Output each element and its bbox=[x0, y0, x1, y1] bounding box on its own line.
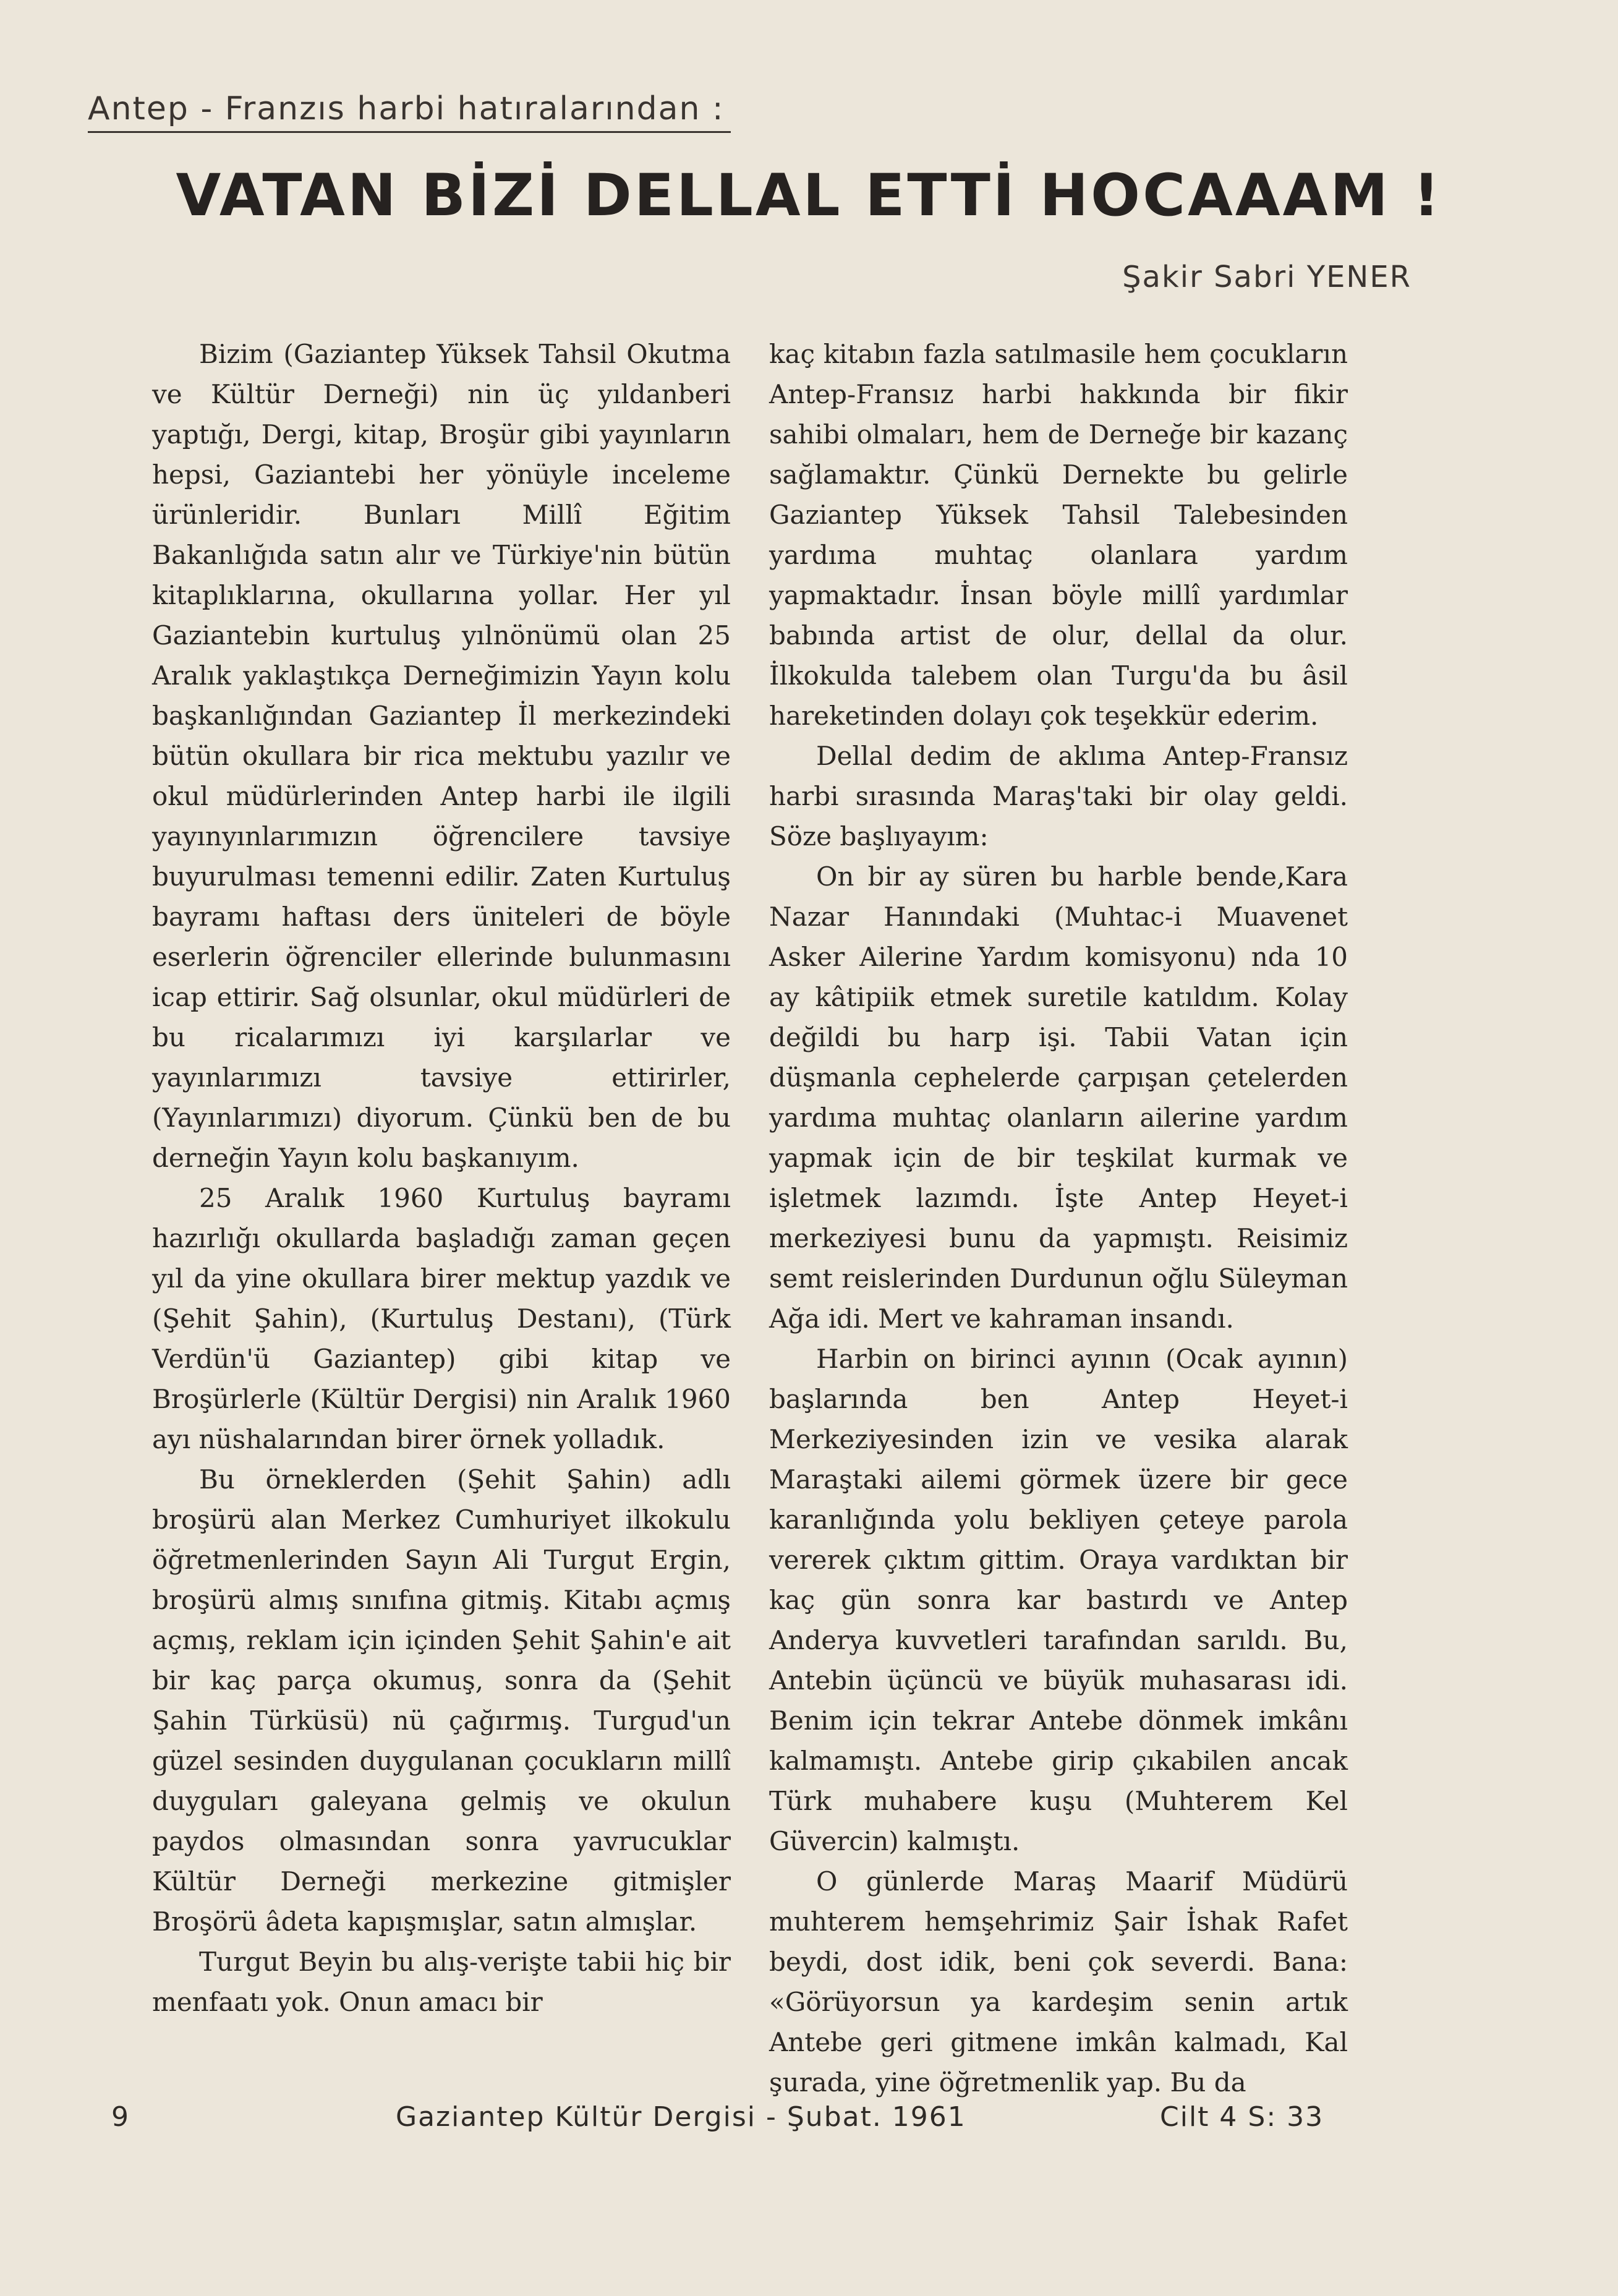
paragraph: kaç kitabın fazla satılmasile hem çocukların Antep-Fransız harbi hakkında bir fikir sahibi olmaları, hem de Derneğe bir kazanç sağlamaktır. Çünkü Dernekte bu gelirle Gaziantep Yüksek Tahsil Talebesinden yardıma muhtaç olanlara yardım yapmaktadır. İnsan böyle millî yardımlar babında artist de olur, dellal da olur. İlkokulda talebem olan Turgu'da bu âsil hareketinden dolayı çok teşekkür ederim. bbox=[769, 339, 1348, 731]
left-column bbox=[152, 334, 731, 2022]
article-title: VATAN BİZİ DELLAL ETTİ HOCAAAM ! bbox=[176, 162, 1442, 229]
page-footer bbox=[0, 2101, 1618, 2138]
paragraph: On bir ay süren bu harble bende,Kara Nazar Hanındaki (Muhtac-i Muavenet Asker Ailerine Yardım komisyonu) nda 10 ay kâtipiik etmek suretile katıldım. Kolay değildi bu harp işi. Tabii Vatan için düşmanla cephelerde çarpışan çetelerden yardıma muhtaç olanların ailerine yardım yapmak için de bir teşkilat kurmak ve işletmek lazımdı. İşte Antep Heyet-i merkeziyesi bunu da yapmıştı. Reisimiz semt reislerinden Durdunun oğlu Süleyman Ağa idi. Mert ve kahraman insandı. bbox=[769, 861, 1348, 1334]
paragraph: 25 Aralık 1960 Kurtuluş bayramı hazırlığı okullarda başladığı zaman geçen yıl da yine okullara birer mektup yazdık ve (Şehit Şahin), (Kurtuluş Destanı), (Türk Verdün'ü Gaziantep) gibi kitap ve Broşürlerle (Kültür Dergisi) nin Aralık 1960 ayı nüshalarından birer örnek yolladık. bbox=[152, 1183, 731, 1454]
publication-info: Gaziantep Kültür Dergisi - Şubat. 1961 bbox=[396, 2101, 966, 2133]
volume-info: Cilt 4 S: 33 bbox=[1160, 2101, 1324, 2133]
paragraph: Bizim (Gaziantep Yüksek Tahsil Okutma ve Kültür Derneği) nin üç yıldanberi yaptığı, Dergi, kitap, Broşür gibi yayınların hepsi, Gaziantebi her yönüyle inceleme ürünleridir. Bunları Millî Eğitim Bakanlığıda satın alır ve Türkiye'nin bütün kitaplıklarına, okullarına yollar. Her yıl Gaziantebin kurtuluş yılnönümü olan 25 Aralık yaklaştıkça Derneğimizin Yayın kolu başkanlığından Gaziantep İl merkezindeki bütün okullara bir rica mektubu yazılır ve okul müdürlerinden Antep harbi ile ilgili yayınyınlarımızın öğrencilere tavsiye buyurulması temenni edilir. Zaten Kurtuluş bayramı haftası ders üniteleri de böyle eserlerin öğrenciler ellerinde bulunmasını icap ettirir. Sağ olsunlar, okul müdürleri de bu ricalarımızı iyi karşılarlar ve yayınlarımızı tavsiye ettirirler, (Yayınlarımızı) diyorum. Çünkü ben de bu derneğin Yayın kolu başkanıyım. bbox=[152, 339, 731, 1173]
page-number: 9 bbox=[111, 2101, 130, 2133]
kicker-underline bbox=[88, 131, 731, 133]
paragraph: Bu örneklerden (Şehit Şahin) adlı broşürü alan Merkez Cumhuriyet ilkokulu öğretmenlerinden Sayın Ali Turgut Ergin, broşürü almış sınıfına gitmiş. Kitabı açmış açmış, reklam için içinden Şehit Şahin'e ait bir kaç parça okumuş, sonra da (Şehit Şahin Türküsü) nü çağırmış. Turgud'un güzel sesinden duygulanan çocukların millî duyguları galeyana gelmiş ve okulun paydos olmasından sonra yavrucuklar Kültür Derneği merkezine gitmişler Broşörü âdeta kapışmışlar, satın almışlar. bbox=[152, 1464, 731, 1937]
paragraph: Harbin on birinci ayının (Ocak ayının) başlarında ben Antep Heyet-i Merkeziyesinden izin ve vesika alarak Maraştaki ailemi görmek üzere bir gece karanlığında yolu bekliyen çeteye parola vererek çıktım gittim. Oraya vardıktan bir kaç gün sonra kar bastırdı ve Antep Anderya kuvvetleri tarafından sarıldı. Bu, Antebin üçüncü ve büyük muhasarası idi. Benim için tekrar Antebe dönmek imkânı kalmamıştı. Antebe girip çıkabilen ancak Türk muhabere kuşu (Muhterem Kel Güvercin) kalmıştı. bbox=[769, 1344, 1348, 1856]
paragraph: Turgut Beyin bu alış-verişte tabii hiç bir menfaatı yok. Onun amacı bir bbox=[152, 1947, 731, 2017]
author-byline: Şakir Sabri YENER bbox=[1122, 260, 1411, 294]
right-column bbox=[769, 334, 1348, 2102]
section-kicker: Antep - Franzıs harbi hatıralarından : bbox=[88, 90, 725, 127]
paragraph: Dellal dedim de aklıma Antep-Fransız harbi sırasında Maraş'taki bir olay geldi. Söze başlıyayım: bbox=[769, 741, 1348, 851]
paragraph: O günlerde Maraş Maarif Müdürü muhterem hemşehrimiz Şair İshak Rafet beydi, dost idik, beni çok severdi. Bana: «Görüyorsun ya kardeşim senin artık Antebe geri gitmene imkân kalmadı, Kal şurada, yine öğretmenlik yap. Bu da bbox=[769, 1866, 1348, 2098]
